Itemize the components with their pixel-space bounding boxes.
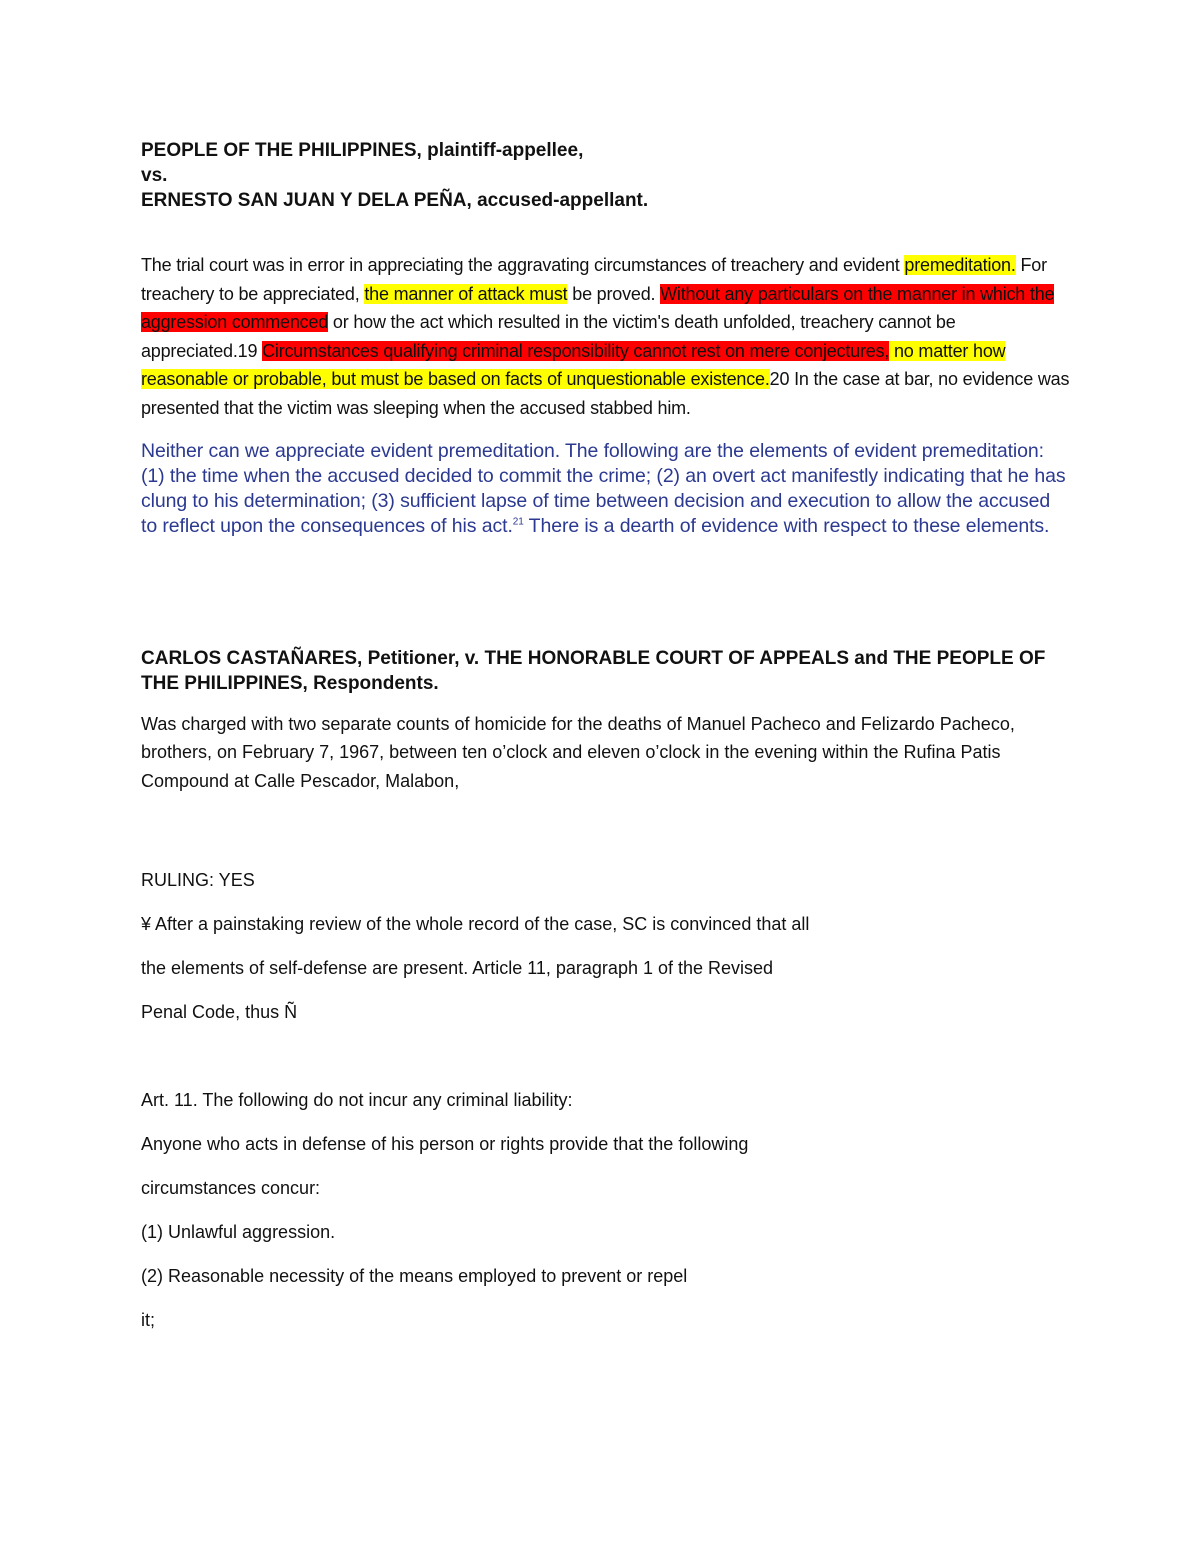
case2-title — [141, 646, 1071, 696]
article-line: Anyone who acts in defense of his person or rights provide that the following — [141, 1133, 749, 1154]
highlight-yellow: no matter how reasonable or probable, but must be based on facts of unquestionable existence. — [141, 340, 1006, 390]
article-item: (2) Reasonable necessity of the means employed to prevent or repel — [141, 1265, 688, 1286]
case2-ruling: RULING: YES — [141, 869, 255, 890]
case1-plaintiff-line — [141, 138, 1071, 163]
case1-vs: vs. — [141, 165, 168, 186]
case2-facts: Was charged with two separate counts of homicide for the deaths of Manuel Pacheco and Felizardo Pacheco, brothers, on February 7, 1967, between ten o’clock and eleven o’clock in the evening within the Rufina Patis Compound at Calle Pescador, Malabon, — [141, 713, 1015, 791]
text-run: 20 In the case at bar, no evidence was presented that the victim was sleeping when the accused stabbed him. — [141, 369, 1070, 418]
case1-accused-line — [141, 188, 1071, 213]
text-run: For treachery to be appreciated, — [141, 255, 1047, 304]
ruling-line: the elements of self-defense are present. Article 11, paragraph 1 of the Revised — [141, 957, 774, 978]
ruling-line: Penal Code, thus Ñ — [141, 1001, 298, 1022]
article-item: it; — [141, 1309, 156, 1330]
highlight-yellow: the manner of attack must — [364, 283, 568, 304]
text-run: The trial court was in error in appreciating the aggravating circumstances of treachery and evident — [141, 255, 905, 275]
text-run: Neither can we appreciate evident premeditation. The following are the elements of evident premeditation: (1) the time when the accused decided to commit the crime; (2) an overt act manifestly indicating that he has clung to his determination; (3) sufficient lapse of time between decision and execution to allow the accused to reflect upon the consequences of his act. — [141, 439, 1066, 538]
case1-accused-role: , accused-appellant. — [466, 190, 649, 211]
case1-caption — [141, 138, 1071, 213]
case1-paragraph-treachery — [141, 251, 1071, 423]
text-run: There is a dearth of evidence with respect to these elements. — [523, 515, 1050, 538]
highlight-yellow: premeditation. — [904, 255, 1016, 275]
article-line: Art. 11. The following do not incur any criminal liability: — [141, 1089, 573, 1110]
article-item: (1) Unlawful aggression. — [141, 1221, 336, 1242]
case1-accused: ERNESTO SAN JUAN Y DELA PEÑA — [141, 190, 467, 211]
text-run: or how the act which resulted in the victim's death unfolded, treachery cannot be appreciated.19 — [141, 312, 956, 361]
highlight-red: Circumstances qualifying criminal responsibility cannot rest on mere conjectures, — [262, 340, 890, 361]
ruling-line: ¥ After a painstaking review of the whole record of the case, SC is convinced that all — [141, 913, 810, 934]
article-line: circumstances concur: — [141, 1177, 321, 1198]
case2-vs: , v. — [454, 647, 485, 669]
case1-plaintiff-role: , plaintiff-appellee, — [416, 140, 584, 161]
document-page — [141, 138, 1071, 1330]
footnote-ref: 21 — [512, 516, 524, 528]
case2-caption — [141, 646, 1071, 696]
highlight-red: Without any particulars on the manner in which the aggression commenced — [141, 283, 1055, 333]
case2-respondents-role: , Respondents. — [302, 672, 439, 694]
case1-plaintiff: PEOPLE OF THE PHILIPPINES — [141, 140, 417, 161]
case1-paragraph-premeditation — [141, 439, 1071, 540]
case2-petitioner: CARLOS CASTAÑARES — [141, 647, 358, 669]
case2-petitioner-role: , Petitioner — [357, 647, 455, 669]
case2-respondents: THE HONORABLE COURT OF APPEALS and THE PEOPLE OF THE PHILIPPINES — [141, 647, 1046, 694]
text-run: be proved. — [567, 283, 661, 304]
